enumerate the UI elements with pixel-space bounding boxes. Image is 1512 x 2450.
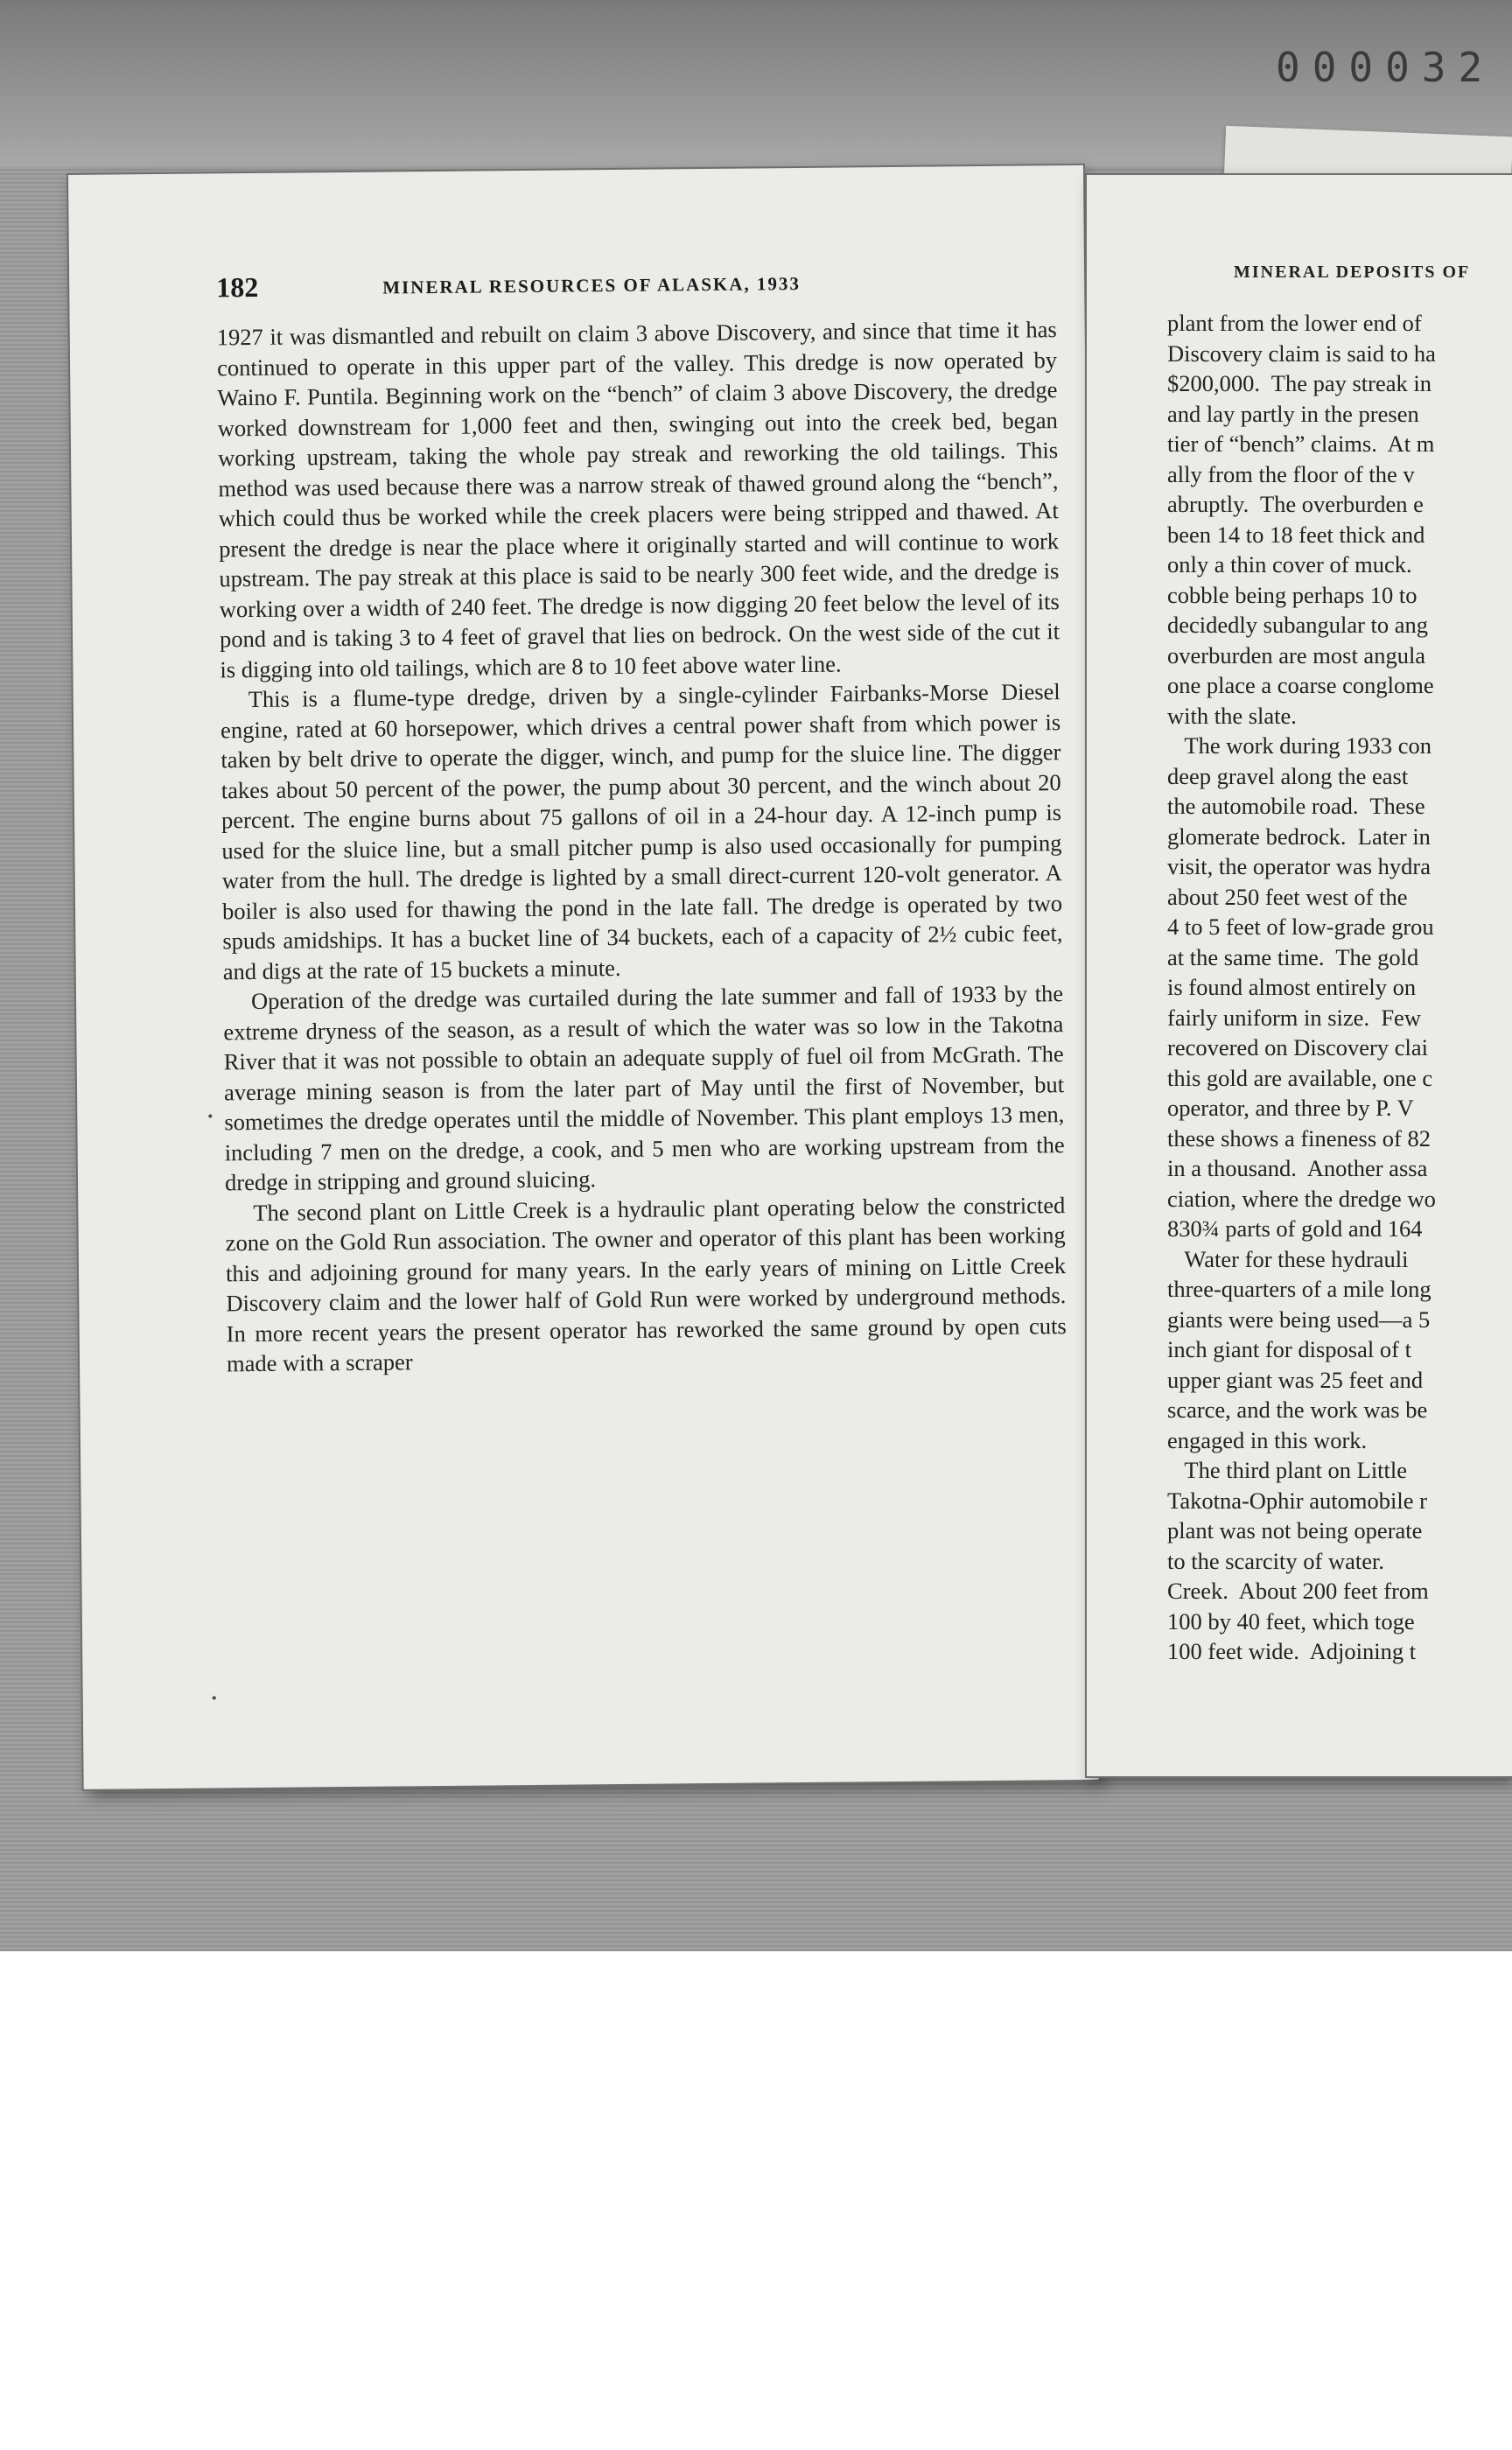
right-page-line: plant was not being operate: [1167, 1517, 1423, 1544]
right-page-line: is found almost entirely on: [1167, 974, 1417, 1000]
right-page-line: the automobile road. These: [1167, 793, 1425, 819]
paragraph-2: This is a flume-type dredge, driven by a single-cylinder Fairbanks-Morse Diesel engine, rated at 60 horsepower, which drives a central power shaft from which power is taken by belt drive to operate the digger, winch, and pump for the sluice line. The digger takes about 50 percent of the power, the pump about 30 percent, and the winch about 20 percent. The engine burns about 75 gallons of oil in a 24-hour day. A 12-inch pump is used for the sluice line, but a small pitcher pump is also used occasionally for pumping water from the hull. The dredge is lighted by a small direct-current 120-volt generator. A boiler is also used for thawing the pond in the late fall. The dredge is operated by two spuds amidships. It has a bucket line of 34 buckets, each of a capacity of 2½ cubic feet, and digs at the rate of 15 buckets a minute.: [220, 678, 1063, 984]
right-page-line: upper giant was 25 feet and: [1167, 1366, 1424, 1393]
right-page-line: 100 feet wide. Adjoining t: [1167, 1638, 1417, 1664]
running-head: MINERAL RESOURCES OF ALASKA, 1933: [382, 272, 802, 298]
right-page-line: Creek. About 200 feet from: [1167, 1578, 1429, 1604]
right-page-body: [1167, 308, 1436, 1667]
right-page-line: visit, the operator was hydra: [1167, 853, 1431, 879]
right-page-line: fairly uniform in size. Few: [1167, 1004, 1421, 1031]
right-page-line: overburden are most angula: [1167, 641, 1426, 668]
right-page-line: operator, and three by P. V: [1167, 1095, 1414, 1121]
right-page-line: at the same time. The gold: [1167, 943, 1419, 970]
right-page-line: The work during 1933 con: [1167, 732, 1432, 759]
page-number: 182: [216, 270, 259, 304]
right-page-line: plant from the lower end of: [1167, 310, 1422, 336]
right-page-line: decidedly subangular to ang: [1167, 612, 1429, 638]
right-page-line: recovered on Discovery clai: [1167, 1034, 1428, 1060]
right-page-line: deep gravel along the east: [1167, 762, 1409, 789]
right-page-line: Takotna-Ophir automobile r: [1167, 1487, 1427, 1514]
print-speck: [208, 1114, 212, 1117]
right-page-line: only a thin cover of muck.: [1167, 551, 1412, 578]
right-running-head: MINERAL DEPOSITS OF: [1234, 262, 1471, 282]
right-page-line: Discovery claim is said to ha: [1167, 340, 1436, 367]
right-page-line: this gold are available, one c: [1167, 1064, 1433, 1091]
right-page-line: been 14 to 18 feet thick and: [1167, 521, 1425, 548]
right-page-line: 830¾ parts of gold and 164: [1167, 1215, 1423, 1242]
right-page-line: Water for these hydrauli: [1167, 1245, 1409, 1272]
right-page-line: to the scarcity of water.: [1167, 1547, 1384, 1574]
right-page-line: 100 by 40 feet, which toge: [1167, 1607, 1415, 1634]
right-page-line: 4 to 5 feet of low-grade grou: [1167, 914, 1434, 940]
print-speck: [213, 1696, 216, 1699]
right-page-line: giants were being used—a 5: [1167, 1306, 1431, 1333]
right-page-line: and lay partly in the presen: [1167, 400, 1419, 427]
right-page-line: in a thousand. Another assa: [1167, 1155, 1428, 1181]
page-header: [216, 263, 1056, 306]
right-page-line: about 250 feet west of the: [1167, 883, 1408, 910]
right-page-line: one place a coarse conglome: [1167, 672, 1434, 698]
right-page-line: with the slate.: [1167, 702, 1297, 729]
right-page-line: inch giant for disposal of t: [1167, 1336, 1411, 1362]
right-page-line: ally from the floor of the v: [1167, 460, 1415, 487]
right-page-line: tier of “bench” claims. At m: [1167, 430, 1435, 457]
right-page: [1087, 175, 1512, 1776]
right-page-line: engaged in this work.: [1167, 1426, 1368, 1453]
right-page-line: $200,000. The pay streak in: [1167, 370, 1432, 396]
document-stamp-number: 000032: [1276, 44, 1495, 91]
right-page-line: abruptly. The overburden e: [1167, 491, 1424, 517]
right-page-line: The third plant on Little: [1167, 1457, 1408, 1483]
right-page-line: three-quarters of a mile long: [1167, 1276, 1432, 1302]
right-page-line: ciation, where the dredge wo: [1167, 1185, 1436, 1212]
right-page-line: scarce, and the work was be: [1167, 1396, 1428, 1423]
right-page-line: these shows a fineness of 82: [1167, 1124, 1432, 1152]
right-page-line: cobble being perhaps 10 to: [1167, 581, 1418, 608]
paragraph-3: Operation of the dredge was curtailed during the late summer and fall of 1933 by the extreme dryness of the season, as a result of which the water was so low in the Takotna River that it was not possible to obtain an adequate supply of fuel oil from McGrath. The average mining season is from the later part of May until the first of November, but sometimes the dredge operates until the middle of November. This plant employs 13 men, including 7 men on the dredge, a cook, and 5 men who are working upstream from the dredge in stripping and ground sluicing.: [223, 980, 1065, 1196]
paragraph-1: 1927 it was dismantled and rebuilt on claim 3 above Discovery, and since that time it has continued to operate in this upper part of the valley. This dredge is now operated by Waino F. Puntila. Beginning work on the “bench” of claim 3 above Discovery, the dredge worked downstream for 1,000 feet and then, swinging out into the creek bed, began working upstream, taking the whole pay streak and reworking the old tailings. This method was used because there was a narrow streak of thawed ground along the “bench”, which could thus be worked while the creek placers were being stripped and thawed. At present the dredge is near the place where it originally started and will continue to work upstream. The pay streak at this place is said to be nearly 300 feet wide, and the dredge is working over a width of 240 feet. The dredge is now digging 20 feet below the level of its pond and is taking 3 to 4 feet of gravel that lies on bedrock. On the west side of the cut it is digging into old tailings, which are 8 to 10 feet above water line.: [216, 316, 1060, 682]
left-page: [68, 165, 1099, 1789]
page-body: [217, 314, 1068, 1379]
right-page-line: glomerate bedrock. Later in: [1167, 822, 1431, 850]
paragraph-4: The second plant on Little Creek is a hydraulic plant operating below the constricted zone on the Gold Run association. The owner and operator of this plant has been working this and adjoining ground for many years. In the early years of mining on Little Creek Discovery claim and the lower half of Gold Run were worked by underground methods. In more recent years the present operator has reworked the same ground by open cuts made with a scraper: [225, 1191, 1067, 1377]
